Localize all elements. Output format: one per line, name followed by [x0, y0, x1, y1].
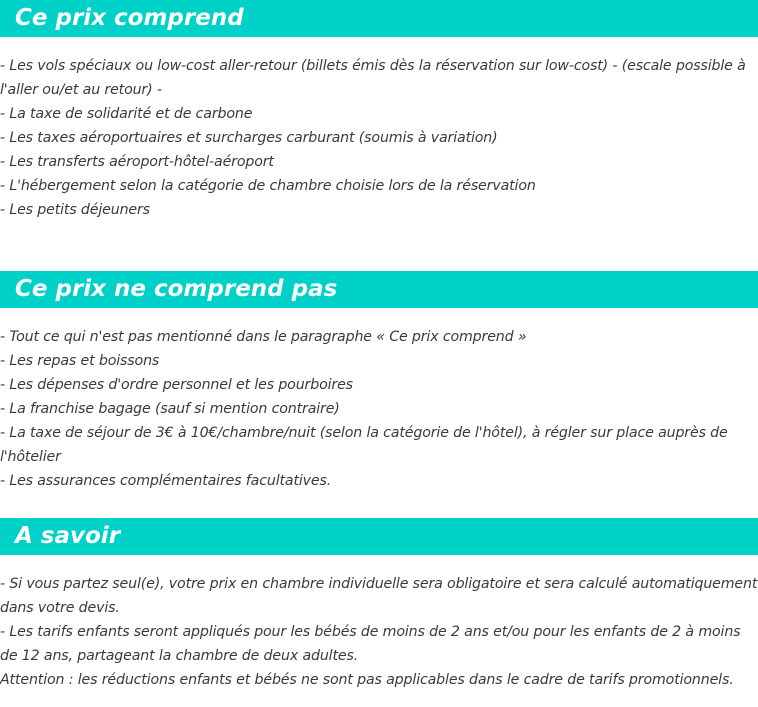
- list-item: - Les tarifs enfants seront appliqués pour les bébés de moins de 2 ans et/ou pour les enfants de 2 à moins de 12 ans, partageant la chambre de deux adultes.: [0, 624, 741, 664]
- section-title-good-to-know: A savoir: [0, 518, 758, 555]
- section-body-included: [0, 37, 758, 222]
- list-item: - Les petits déjeuners: [0, 202, 150, 218]
- section-body-good-to-know: [0, 555, 758, 692]
- list-item: - La taxe de séjour de 3€ à 10€/chambre/nuit (selon la catégorie de l'hôtel), à régler sur place auprès de l'hôtelier: [0, 425, 728, 465]
- section-title-included: Ce prix comprend: [0, 0, 758, 37]
- list-item: Attention : les réductions enfants et bébés ne sont pas applicables dans le cadre de tarifs promotionnels.: [0, 672, 734, 688]
- list-item: - Les repas et boissons: [0, 353, 160, 369]
- list-item: - L'hébergement selon la catégorie de chambre choisie lors de la réservation: [0, 178, 536, 194]
- list-item: - La taxe de solidarité et de carbone: [0, 106, 253, 122]
- section-body-not-included: [0, 308, 758, 493]
- list-item: - Tout ce qui n'est pas mentionné dans le paragraphe « Ce prix comprend »: [0, 329, 527, 345]
- list-item: - Les taxes aéroportuaires et surcharges carburant (soumis à variation): [0, 130, 498, 146]
- section-not-included: [0, 271, 758, 493]
- list-item: - Les transferts aéroport-hôtel-aéroport: [0, 154, 274, 170]
- section-title-not-included: Ce prix ne comprend pas: [0, 271, 758, 308]
- section-good-to-know: [0, 518, 758, 692]
- list-item: - Les vols spéciaux ou low-cost aller-retour (billets émis dès la réservation sur low-cost) - (escale possible à l'aller ou/et au retour) -: [0, 58, 746, 98]
- list-item: - La franchise bagage (sauf si mention contraire): [0, 401, 340, 417]
- list-item: - Les dépenses d'ordre personnel et les pourboires: [0, 377, 353, 393]
- section-included: [0, 0, 758, 222]
- list-item: - Les assurances complémentaires facultatives.: [0, 473, 332, 489]
- list-item: - Si vous partez seul(e), votre prix en chambre individuelle sera obligatoire et sera calculé automatiquement dans votre devis.: [0, 576, 758, 616]
